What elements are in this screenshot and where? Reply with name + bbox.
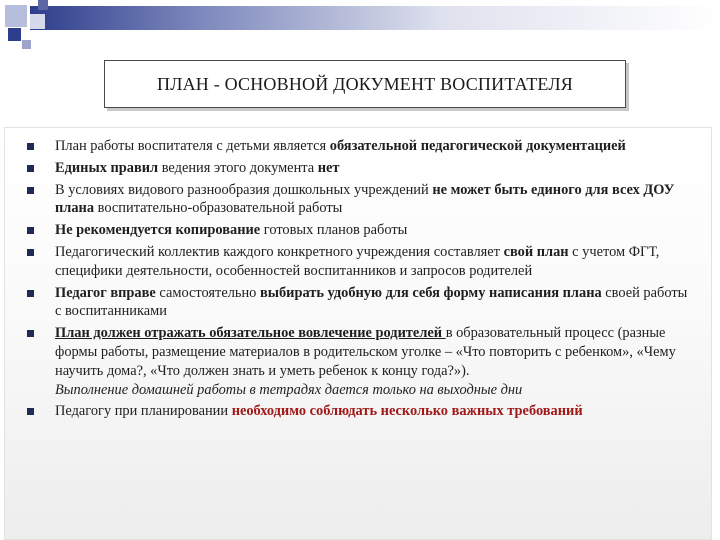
decor-square	[22, 40, 31, 49]
list-item: Педагог вправе самостоятельно выбирать удобную для себя форму написания плана своей работы с воспитанниками	[5, 284, 705, 322]
decor-square	[38, 0, 48, 10]
square-bullet-icon	[27, 249, 34, 256]
square-bullet-icon	[27, 227, 34, 234]
square-bullet-icon	[27, 143, 34, 150]
list-item: Педагогу при планировании необходимо соблюдать несколько важных требований	[5, 402, 705, 421]
decor-square	[30, 14, 45, 29]
list-item: Педагогический коллектив каждого конкретного учреждения составляет свой план с учетом ФГТ, специфики деятельности, особенностей воспитанников и запросов родителей	[5, 243, 705, 281]
list-item: Единых правил ведения этого документа нет	[5, 159, 705, 178]
square-bullet-icon	[27, 290, 34, 297]
list-item: В условиях видового разнообразия дошкольных учреждений не может быть единого для всех ДОУ плана воспитательно-образовательной работы	[5, 181, 705, 219]
list-item: Не рекомендуется копирование готовых планов работы	[5, 221, 705, 240]
content-panel	[4, 127, 712, 540]
square-bullet-icon	[27, 165, 34, 172]
square-bullet-icon	[27, 330, 34, 337]
header-gradient-bar	[30, 6, 720, 30]
square-bullet-icon	[27, 408, 34, 415]
decor-square	[8, 28, 21, 41]
square-bullet-icon	[27, 187, 34, 194]
page-title: ПЛАН - ОСНОВНОЙ ДОКУМЕНТ ВОСПИТАТЕЛЯ	[157, 73, 573, 94]
title-box	[104, 60, 626, 108]
list-item: План должен отражать обязательное вовлечение родителей в образовательный процесс (разные формы работы, размещение материалов в родительском уголке – «Что повторить с ребенком», «Чему научить дома?, «Что должен знать и уметь ребенок к концу года?»). Выполнение домашней работы в тетрадях дается только на выходные дни	[5, 324, 705, 399]
list-item: План работы воспитателя с детьми является обязательной педагогической документацией	[5, 137, 705, 156]
bullet-list	[5, 137, 705, 424]
decor-square	[5, 5, 27, 27]
header-decoration	[0, 0, 720, 45]
